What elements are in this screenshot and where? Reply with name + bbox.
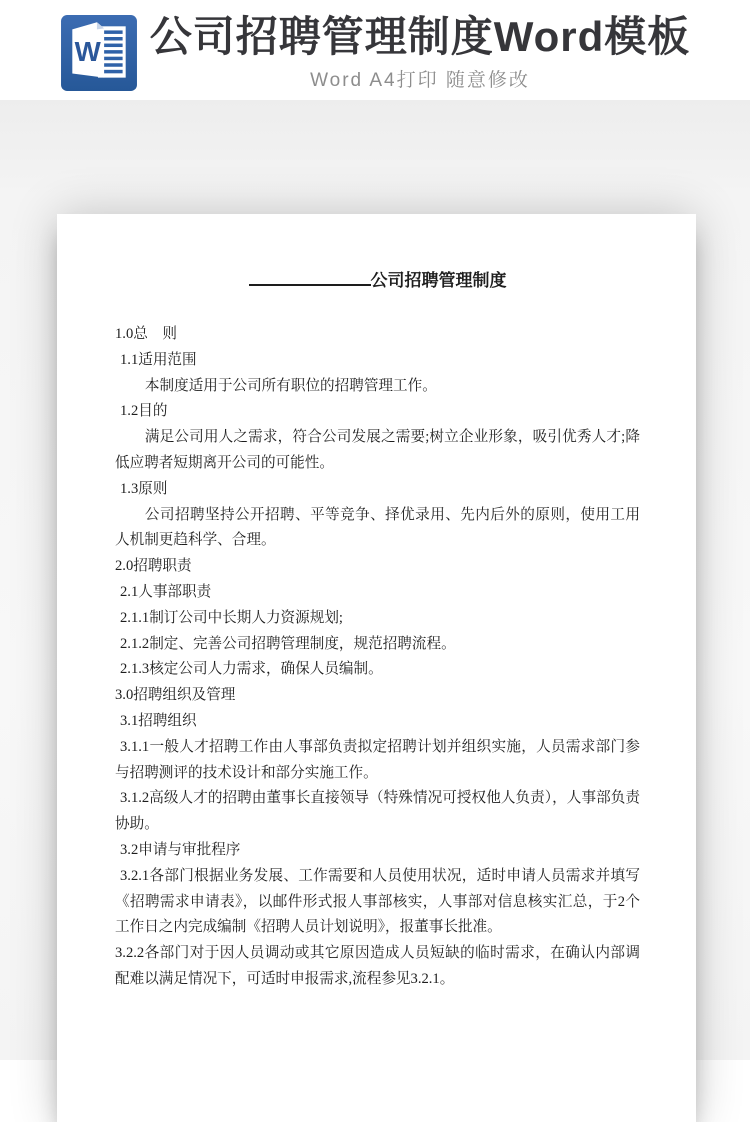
doc-paragraph: 2.1.3核定公司人力需求，确保人员编制。	[120, 661, 383, 678]
document-body	[115, 322, 640, 993]
template-subtitle: Word A4打印 随意修改	[310, 70, 530, 92]
doc-paragraph: 1.3原则	[120, 480, 168, 497]
doc-paragraph: 2.0招聘职责	[115, 558, 192, 575]
doc-paragraph: 3.0招聘组织及管理	[115, 687, 236, 704]
doc-paragraph: 公司招聘坚持公开招聘、平等竞争、择优录用、先内后外的原则，使用工用人机制更趋科学、合理。	[115, 506, 640, 549]
word-logo-icon	[60, 14, 138, 92]
doc-paragraph: 2.1人事部职责	[120, 583, 212, 600]
template-title: 公司招聘管理制度Word模板	[149, 13, 691, 60]
doc-paragraph: 3.1.2高级人才的招聘由董事长直接领导（特殊情况可授权他人负责），人事部负责协助。	[115, 790, 640, 833]
doc-paragraph: 3.1.1一般人才招聘工作由人事部负责拟定招聘计划并组织实施，人员需求部门参与招聘测评的技术设计和部分实施工作。	[115, 738, 640, 781]
document-page	[57, 214, 696, 1122]
document-title	[115, 269, 640, 293]
document-title-text: 公司招聘管理制度	[370, 271, 507, 290]
template-header	[0, 0, 750, 108]
doc-paragraph: 2.1.2制定、完善公司招聘管理制度，规范招聘流程。	[120, 635, 456, 652]
doc-paragraph: 本制度适用于公司所有职位的招聘管理工作。	[144, 377, 437, 394]
svg-text:W: W	[74, 36, 101, 68]
doc-paragraph: 3.2.2各部门对于因人员调动或其它原因造成人员短缺的临时需求，在确认内部调配难以满足情况下，可适时申报需求,流程参见3.2.1。	[115, 945, 640, 987]
doc-paragraph: 2.1.1制订公司中长期人力资源规划;	[120, 609, 343, 626]
blank-underline	[249, 271, 371, 286]
doc-paragraph: 3.1招聘组织	[120, 712, 197, 729]
preview-background	[0, 100, 750, 1060]
doc-paragraph: 3.2.1各部门根据业务发展、工作需要和人员使用状况，适时申请人员需求并填写《招聘需求申请表》，以邮件形式报人事部核实，人事部对信息核实汇总，于2个工作日之内完成编制《招聘人员计划说明》，报董事长批准。	[115, 867, 640, 936]
doc-paragraph: 3.2申请与审批程序	[120, 841, 241, 858]
doc-paragraph: 1.1适用范围	[120, 351, 197, 368]
doc-paragraph: 满足公司用人之需求，符合公司发展之需要;树立企业形象，吸引优秀人才;降低应聘者短期离开公司的可能性。	[115, 429, 640, 471]
doc-paragraph: 1.0总 则	[115, 326, 178, 342]
doc-paragraph: 1.2目的	[120, 403, 168, 420]
